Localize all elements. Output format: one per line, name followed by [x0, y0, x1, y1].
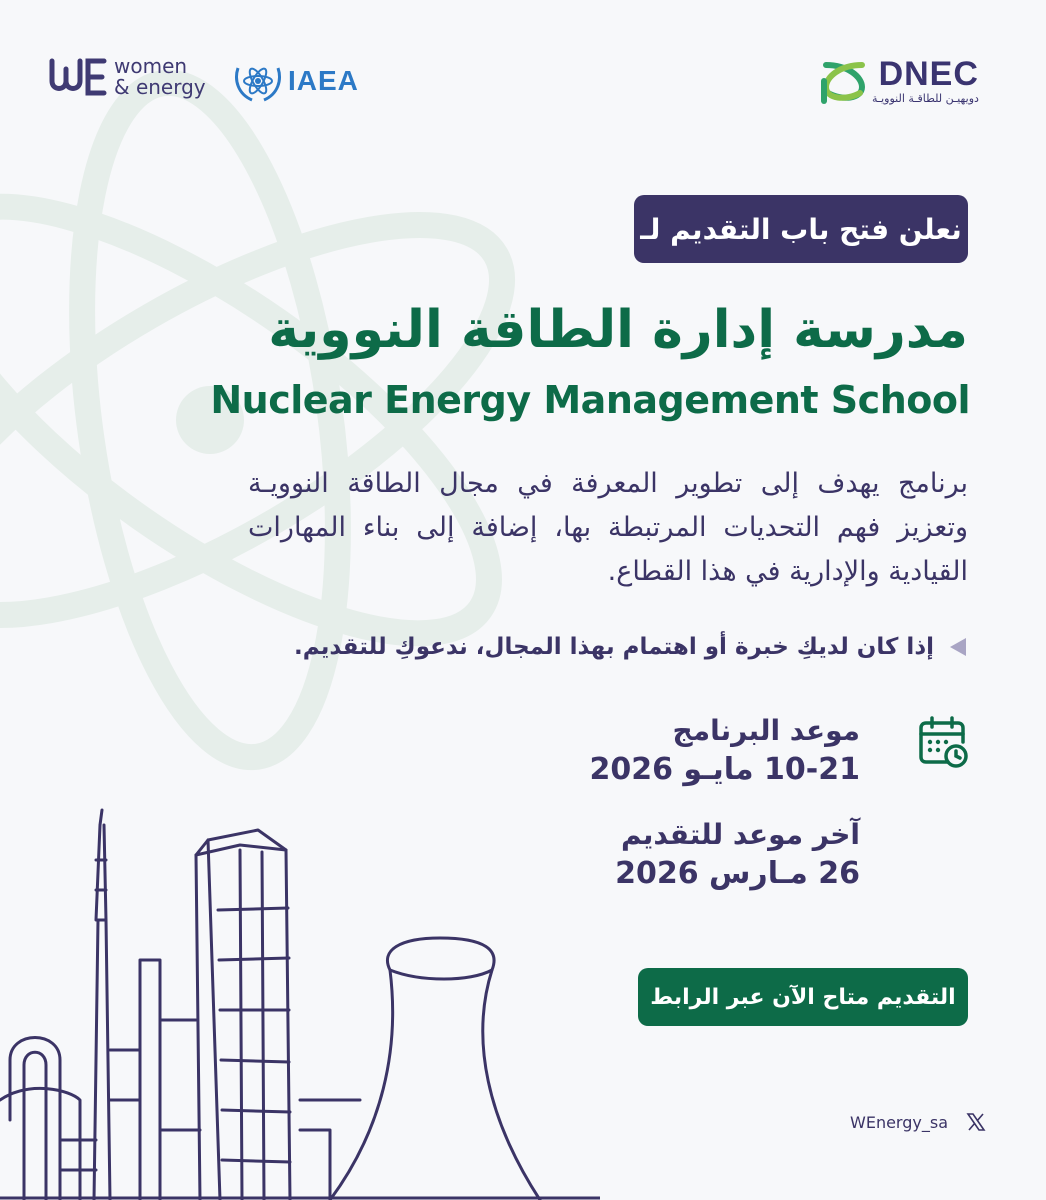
handle-text[interactable]: WEnergy_sa	[850, 1112, 948, 1132]
title-arabic: مدرسة إدارة الطاقة النووية	[268, 300, 968, 360]
nuclear-plant-illustration	[0, 800, 600, 1200]
invite-line	[294, 634, 968, 660]
program-date-block	[589, 712, 860, 790]
program-date-value: 10-21 مايـو 2026	[589, 752, 860, 787]
women-energy-logo	[48, 56, 206, 98]
social-handle	[850, 1112, 986, 1132]
calendar-clock-icon	[918, 716, 968, 768]
we-line-1: women	[114, 54, 188, 78]
dnec-logo	[818, 56, 979, 105]
dnec-emblem-icon	[818, 57, 870, 105]
apply-now-button[interactable]: التقديم متاح الآن عبر الرابط	[638, 968, 968, 1026]
we-line-2: & energy	[114, 75, 206, 99]
dnec-subtitle: دويهيـن للطاقـة النوويـة	[872, 92, 979, 105]
deadline-label: آخر موعد للتقديم	[620, 818, 860, 851]
women-energy-wordmark	[114, 56, 206, 98]
we-monogram-icon	[48, 57, 108, 97]
program-date-label: موعد البرنامج	[672, 714, 860, 747]
x-logo-icon	[966, 1112, 986, 1132]
invite-text: إذا كان لديكِ خبرة أو اهتمام بهذا المجال، ندعوكِ للتقديم.	[293, 634, 934, 660]
announcement-badge: نعلن فتح باب التقديم لـ	[634, 195, 968, 263]
iaea-wordmark: IAEA	[288, 65, 359, 96]
triangle-bullet-icon	[948, 636, 968, 658]
title-english: Nuclear Energy Management School	[210, 378, 970, 422]
dnec-wordmark: DNEC	[878, 55, 979, 93]
iaea-emblem-icon	[232, 58, 284, 104]
deadline-block	[615, 816, 860, 894]
program-description: برنامج يهدف إلى تطوير المعرفة في مجال الطاقة النوويـة وتعزيز فهم التحديات المرتبطة بها، إضافة إلى بناء المهارات القيادية والإدارية في هذا القطاع.	[248, 468, 968, 587]
deadline-value: 26 مـارس 2026	[615, 856, 860, 891]
iaea-logo	[232, 58, 359, 104]
